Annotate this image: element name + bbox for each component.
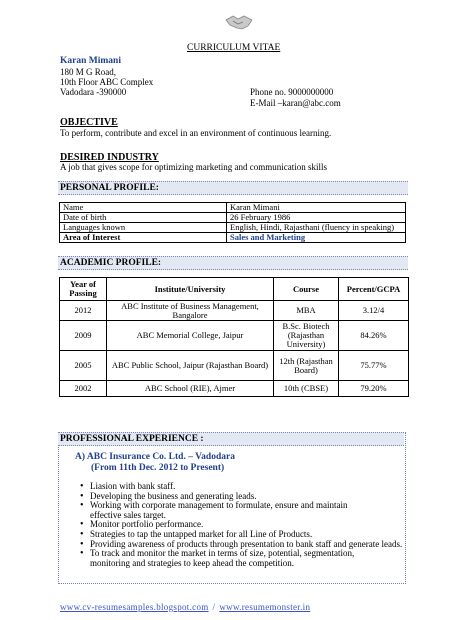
list-item: • Developing the business and generating leads. bbox=[90, 492, 420, 502]
table-row bbox=[60, 233, 406, 243]
cell-institute: ABC Institute of Business Management, Bangalore bbox=[107, 301, 274, 321]
list-item: • Liasion with bank staff. bbox=[90, 482, 420, 492]
list-item: • Monitor portfolio performance. bbox=[90, 520, 420, 530]
table-row bbox=[60, 351, 409, 381]
professional-experience-band bbox=[58, 432, 404, 446]
column-header: Institute/University bbox=[107, 278, 274, 301]
cell-score: 84.26% bbox=[339, 321, 409, 351]
objective-text: To perform, contribute and excel in an environment of continuous learning. bbox=[60, 128, 332, 138]
cell-institute: ABC Public School, Jaipur (Rajasthan Board) bbox=[107, 351, 274, 381]
phone-number: Phone no. 9000000000 bbox=[250, 87, 334, 97]
address-line-3: Vadodara -390000 bbox=[60, 87, 127, 97]
footer-links bbox=[60, 597, 310, 615]
profile-label: Name bbox=[60, 203, 227, 213]
responsibilities-list bbox=[78, 482, 420, 568]
cell-year: 2012 bbox=[60, 301, 107, 321]
employment-period: (From 11th Dec. 2012 to Present) bbox=[91, 463, 225, 473]
address-line-2: 10th Floor ABC Complex bbox=[60, 77, 154, 87]
cell-score: 79.20% bbox=[339, 381, 409, 397]
personal-profile-band bbox=[58, 181, 408, 195]
profile-value: English, Hindi, Rajasthani (fluency in speaking) bbox=[227, 223, 406, 233]
address-line-1: 180 M G Road, bbox=[60, 67, 116, 77]
cell-year: 2005 bbox=[60, 351, 107, 381]
cell-institute: ABC School (RIE), Ajmer bbox=[107, 381, 274, 397]
cell-course: 12th (Rajasthan Board) bbox=[274, 351, 339, 381]
column-header: Percent/GCPA bbox=[339, 278, 409, 301]
desired-industry-heading: DESIRED INDUSTRY bbox=[60, 152, 159, 163]
cell-score: 75.77% bbox=[339, 351, 409, 381]
cell-course: MBA bbox=[274, 301, 339, 321]
professional-experience-heading: PROFESSIONAL EXPERIENCE : bbox=[60, 434, 204, 444]
profile-label: Languages known bbox=[60, 223, 227, 233]
academic-profile-heading: ACADEMIC PROFILE: bbox=[60, 258, 162, 268]
cell-score: 3.12/4 bbox=[339, 301, 409, 321]
profile-value: Karan Mimani bbox=[227, 203, 406, 213]
table-row bbox=[60, 203, 406, 213]
list-item: • Working with corporate management to formulate, ensure and maintain effective sales target. bbox=[90, 501, 370, 520]
profile-value: Sales and Marketing bbox=[227, 233, 406, 243]
academic-profile-table bbox=[59, 277, 409, 397]
table-row bbox=[60, 301, 409, 321]
table-row bbox=[60, 223, 406, 233]
footer-separator: / bbox=[212, 602, 216, 612]
company-name: A) ABC Insurance Co. Ltd. – Vadodara bbox=[75, 452, 235, 462]
email-address: E-Mail –karan@abc.com bbox=[250, 98, 341, 108]
table-row bbox=[60, 321, 409, 351]
list-item: • Strategies to tap the untapped market for all Line of Products. bbox=[90, 530, 420, 540]
cell-course: 10th (CBSE) bbox=[274, 381, 339, 397]
list-item: • To track and monitor the market in terms of size, potential, segmentation, monitoring and strategies to keep ahead the competition. bbox=[90, 549, 390, 568]
profile-value: 26 February 1986 bbox=[227, 213, 406, 223]
table-header-row bbox=[60, 278, 409, 301]
column-header: Year of Passing bbox=[60, 278, 107, 301]
handshake-logo-icon bbox=[224, 10, 254, 34]
table-row bbox=[60, 213, 406, 223]
footer-link-2[interactable]: www.resumemonster.in bbox=[219, 602, 311, 612]
objective-heading: OBJECTIVE bbox=[60, 117, 118, 128]
cell-year: 2002 bbox=[60, 381, 107, 397]
table-row bbox=[60, 381, 409, 397]
cv-title: CURRICULUM VITAE bbox=[187, 43, 281, 53]
profile-label: Date of birth bbox=[60, 213, 227, 223]
profile-label: Area of Interest bbox=[60, 233, 227, 243]
cell-year: 2009 bbox=[60, 321, 107, 351]
academic-profile-band bbox=[58, 256, 408, 270]
column-header: Course bbox=[274, 278, 339, 301]
list-item: • Providing awareness of products through presentation to bank staff and generate leads. bbox=[90, 540, 420, 550]
desired-industry-text: A job that gives scope for optimizing marketing and communication skills bbox=[60, 162, 327, 172]
cell-course: B.Sc. Biotech (Rajasthan University) bbox=[274, 321, 339, 351]
personal-profile-table bbox=[59, 202, 406, 243]
candidate-name: Karan Mimani bbox=[60, 56, 121, 66]
personal-profile-heading: PERSONAL PROFILE: bbox=[60, 183, 159, 193]
footer-link-1[interactable]: www.cv-resumesamples.blogspot.com bbox=[60, 602, 209, 612]
cell-institute: ABC Memorial College, Jaipur bbox=[107, 321, 274, 351]
